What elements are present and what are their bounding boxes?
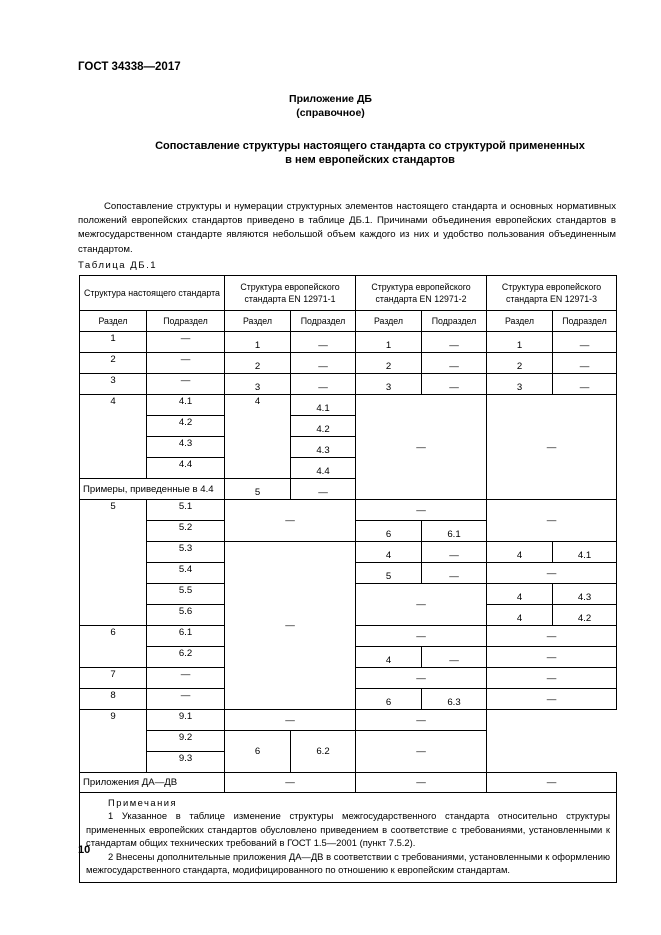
- subheader-section: Раздел: [80, 311, 147, 332]
- cell: 6.1: [147, 626, 225, 647]
- cell: 4.1: [147, 395, 225, 416]
- cell: —: [225, 710, 356, 731]
- comparison-table: [79, 275, 617, 883]
- table-row: [80, 395, 617, 416]
- cell: 2: [80, 353, 147, 374]
- cell: 2: [356, 353, 422, 374]
- subheader-subsection: Подраздел: [553, 311, 617, 332]
- cell: —: [422, 647, 487, 668]
- cell: 5.2: [147, 521, 225, 542]
- cell: —: [291, 374, 356, 395]
- cell: 2: [487, 353, 553, 374]
- cell: —: [553, 374, 617, 395]
- cell: —: [422, 542, 487, 563]
- cell: —: [147, 374, 225, 395]
- cell: 4.1: [291, 395, 356, 416]
- cell: 9.1: [147, 710, 225, 731]
- cell: 9.2: [147, 731, 225, 752]
- table-row: [80, 374, 617, 395]
- table-row: [80, 353, 617, 374]
- annex-name: Приложение ДБ: [289, 93, 372, 105]
- subheader-section: Раздел: [225, 311, 291, 332]
- note-1: 1 Указанное в таблице изменение структуры межгосударственного стандарта относительно структуры примененных европейских стандартов обусловлено приведением в соответствие с требованиями, установленными к стандартам общих технических требований в ГОСТ 1.5—2001 (пункт 7.5.2).: [86, 810, 610, 849]
- table-row: [80, 542, 617, 563]
- cell: —: [147, 332, 225, 353]
- header-this-standard: Структура настоящего стандарта: [80, 276, 225, 311]
- cell: 5.1: [147, 500, 225, 521]
- cell: 9.3: [147, 752, 225, 773]
- cell: 4: [356, 647, 422, 668]
- note-2: 2 Внесены дополнительные приложения ДА—ДВ в соответствии с требованиями, установленными к оформлению межгосударственного стандарта, модифицированного по отношению к европейским стандартам.: [86, 850, 610, 876]
- cell: —: [356, 584, 487, 626]
- cell: —: [487, 647, 617, 668]
- cell: 4: [487, 605, 553, 626]
- cell: —: [291, 479, 356, 500]
- cell: —: [487, 773, 617, 793]
- cell: 4.4: [291, 458, 356, 479]
- cell: 4: [356, 542, 422, 563]
- cell: —: [553, 353, 617, 374]
- annex-title: [90, 139, 650, 167]
- header-en-12971-1: Структура европейского стандарта EN 12971-1: [225, 276, 356, 311]
- table-subheader-row: [80, 311, 617, 332]
- cell: 5.4: [147, 563, 225, 584]
- cell: —: [487, 563, 617, 584]
- cell: 3: [225, 374, 291, 395]
- cell: 3: [80, 374, 147, 395]
- table-row: [80, 710, 617, 731]
- cell: 4: [487, 584, 553, 605]
- cell: 4.3: [291, 437, 356, 458]
- cell: 8: [80, 689, 147, 710]
- table-caption: Таблица ДБ.1: [78, 260, 158, 271]
- cell: 1: [487, 332, 553, 353]
- cell: 4: [80, 395, 147, 479]
- cell: —: [225, 773, 356, 793]
- document-code: ГОСТ 34338—2017: [78, 61, 181, 73]
- subheader-subsection: Подраздел: [147, 311, 225, 332]
- annex-type: (справочное): [296, 107, 365, 119]
- header-en-12971-3: Структура европейского стандарта EN 12971-3: [487, 276, 617, 311]
- cell: 6.3: [422, 689, 487, 710]
- subheader-subsection: Подраздел: [422, 311, 487, 332]
- cell: —: [225, 542, 356, 710]
- cell: —: [422, 563, 487, 584]
- cell: 1: [80, 332, 147, 353]
- cell: 6.2: [147, 647, 225, 668]
- notes-title: Примечания: [108, 797, 178, 808]
- cell: —: [422, 332, 487, 353]
- cell: 4.2: [291, 416, 356, 437]
- cell: 4.1: [553, 542, 617, 563]
- table-row: [80, 773, 617, 793]
- subheader-subsection: Подраздел: [291, 311, 356, 332]
- cell: 6: [225, 731, 291, 773]
- cell: —: [356, 626, 487, 647]
- cell: 4: [225, 395, 291, 479]
- cell: 4.4: [147, 458, 225, 479]
- cell: —: [356, 668, 487, 689]
- cell: 6: [356, 689, 422, 710]
- cell: 4.2: [147, 416, 225, 437]
- cell: —: [147, 353, 225, 374]
- cell: —: [487, 395, 617, 500]
- cell: 2: [225, 353, 291, 374]
- intro-paragraph: Сопоставление структуры и нумерации структурных элементов настоящего стандарта и основных нормативных положений европейских стандартов приведено в таблице ДБ.1. Причинами объединения европейских стандартов в межгосударственном стандарте являются небольшой объем каждого из них и удобство пользования объединенным стандартом.: [78, 201, 616, 255]
- cell-annexes: Приложения ДА—ДВ: [80, 773, 225, 793]
- cell: 9: [80, 710, 147, 773]
- table-row: [80, 731, 617, 752]
- annex-title-line-2: в нем европейских стандартов: [285, 154, 455, 166]
- subheader-section: Раздел: [487, 311, 553, 332]
- cell: —: [487, 689, 617, 710]
- notes-row: [80, 793, 617, 883]
- cell: —: [356, 710, 487, 731]
- cell-examples: Примеры, приведенные в 4.4: [80, 479, 225, 500]
- cell: —: [356, 773, 487, 793]
- cell: 3: [487, 374, 553, 395]
- cell: 5: [225, 479, 291, 500]
- cell: —: [487, 500, 617, 542]
- page-number: 10: [78, 844, 91, 856]
- cell: 6: [80, 626, 147, 668]
- cell: 1: [356, 332, 422, 353]
- cell: —: [422, 353, 487, 374]
- cell: 5.3: [147, 542, 225, 563]
- cell: —: [487, 626, 617, 647]
- annex-title-line-1: Сопоставление структуры настоящего стандарта со структурой примененных: [155, 140, 585, 152]
- cell: 6.1: [422, 521, 487, 542]
- cell: 7: [80, 668, 147, 689]
- cell: 5: [80, 500, 147, 626]
- cell: —: [291, 332, 356, 353]
- notes-cell: [80, 793, 617, 883]
- table-header-row: [80, 276, 617, 311]
- cell: —: [291, 353, 356, 374]
- cell: 4.3: [553, 584, 617, 605]
- cell: —: [553, 332, 617, 353]
- cell: —: [147, 689, 225, 710]
- cell: —: [147, 668, 225, 689]
- cell: 5.5: [147, 584, 225, 605]
- table-row: [80, 332, 617, 353]
- cell: 4.2: [553, 605, 617, 626]
- table-row: [80, 500, 617, 521]
- cell: 6.2: [291, 731, 356, 773]
- cell: 3: [356, 374, 422, 395]
- cell: —: [225, 500, 356, 542]
- cell: 4.3: [147, 437, 225, 458]
- cell: 5.6: [147, 605, 225, 626]
- cell: —: [356, 395, 487, 500]
- subheader-section: Раздел: [356, 311, 422, 332]
- cell: 1: [225, 332, 291, 353]
- cell: 6: [356, 521, 422, 542]
- header-en-12971-2: Структура европейского стандарта EN 12971-2: [356, 276, 487, 311]
- cell: —: [356, 500, 487, 521]
- cell: 5: [356, 563, 422, 584]
- cell: —: [487, 668, 617, 689]
- cell: 4: [487, 542, 553, 563]
- cell: —: [422, 374, 487, 395]
- cell: —: [356, 731, 487, 773]
